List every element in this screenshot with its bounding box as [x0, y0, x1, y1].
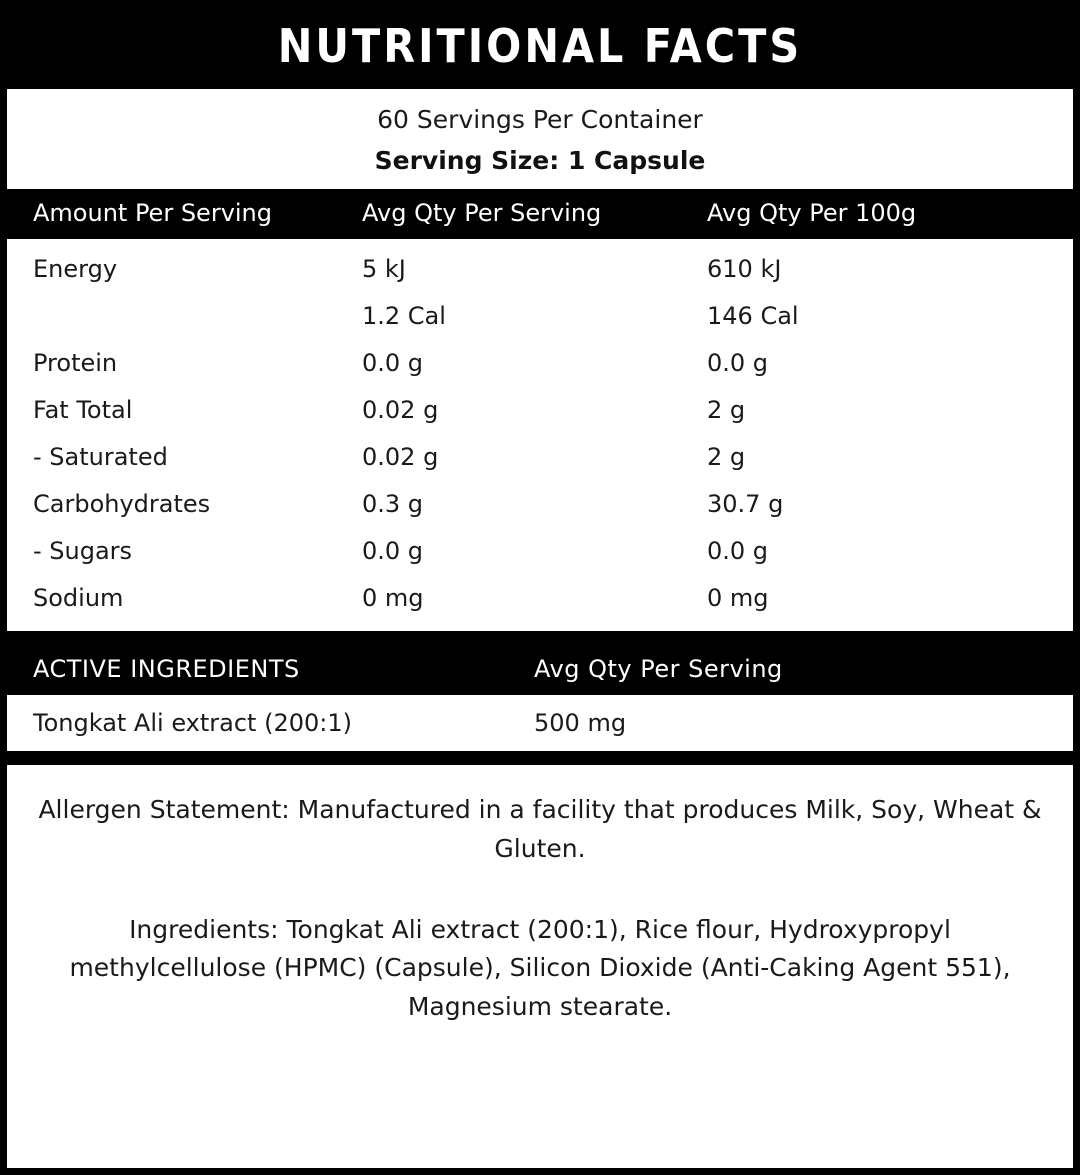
- nutrition-header-label: Amount Per Serving: [33, 199, 273, 227]
- nutrient-per-serving: 0.02 g: [362, 443, 439, 471]
- statement-spacer: [37, 869, 1043, 911]
- nutrient-name: Fat Total: [33, 396, 133, 424]
- nutrient-per-serving: 5 kJ: [362, 255, 406, 283]
- table-row: [7, 339, 1073, 386]
- nutrient-per-100g: 2 g: [707, 443, 746, 471]
- nutrient-per-serving: 1.2 Cal: [362, 302, 446, 330]
- nutrient-per-100g: 0.0 g: [707, 537, 769, 565]
- table-row: [7, 695, 1073, 751]
- nutrient-name: Protein: [33, 349, 118, 377]
- nutrient-per-100g: 610 kJ: [707, 255, 782, 283]
- active-header-label: Avg Qty Per Serving: [534, 655, 783, 683]
- nutrient-name: - Saturated: [33, 443, 168, 471]
- nutrient-per-serving: 0.3 g: [362, 490, 424, 518]
- section-divider: [7, 751, 1073, 765]
- statements-section: [7, 765, 1073, 1027]
- nutrient-name: - Sugars: [33, 537, 133, 565]
- active-ingredient-amount: 500 mg: [534, 709, 627, 737]
- table-row: [7, 433, 1073, 480]
- active-ingredient-name: Tongkat Ali extract (200:1): [33, 709, 352, 737]
- active-header-label: ACTIVE INGREDIENTS: [33, 655, 300, 683]
- nutrient-per-100g: 0 mg: [707, 584, 769, 612]
- nutrient-per-serving: 0.02 g: [362, 396, 439, 424]
- table-row: [7, 245, 1073, 292]
- nutrition-table-header: [7, 189, 1073, 239]
- allergen-statement: Allergen Statement: Manufactured in a facility that produces Milk, Soy, Wheat & Gluten.: [38, 795, 1042, 863]
- nutrition-header-cell: [707, 199, 1073, 227]
- table-row: [7, 480, 1073, 527]
- ingredients-statement: Ingredients: Tongkat Ali extract (200:1), Rice flour, Hydroxypropyl methylcellulose (HPMC) (Capsule), Silicon Dioxide (Anti-Caking Agent 551), Magnesium stearate.: [69, 914, 1011, 1021]
- nutrient-per-serving: 0.0 g: [362, 537, 424, 565]
- table-row: [7, 386, 1073, 433]
- nutrient-name: Energy: [33, 255, 118, 283]
- nutrient-per-100g: 146 Cal: [707, 302, 799, 330]
- nutrition-header-cell: [7, 199, 362, 227]
- active-ingredients-header: [7, 645, 1073, 695]
- nutrient-per-100g: 0.0 g: [707, 349, 769, 377]
- nutrient-per-100g: 30.7 g: [707, 490, 784, 518]
- section-divider: [7, 631, 1073, 645]
- serving-size: Serving Size: 1 Capsule: [374, 146, 706, 175]
- nutrition-header-label: Avg Qty Per Serving: [362, 199, 602, 227]
- page-title: NUTRITIONAL FACTS: [277, 19, 803, 73]
- table-row: [7, 292, 1073, 339]
- nutrient-name: Carbohydrates: [33, 490, 211, 518]
- nutrient-per-serving: 0 mg: [362, 584, 424, 612]
- panel-title-bar: [7, 7, 1073, 89]
- nutrition-header-label: Avg Qty Per 100g: [707, 199, 917, 227]
- nutrient-per-serving: 0.0 g: [362, 349, 424, 377]
- servings-per-container: 60 Servings Per Container: [377, 105, 703, 134]
- nutrition-header-cell: [362, 199, 707, 227]
- servings-section: [7, 89, 1073, 189]
- nutrient-name: Sodium: [33, 584, 124, 612]
- table-row: [7, 527, 1073, 574]
- nutrition-table-body: [7, 239, 1073, 631]
- table-row: [7, 574, 1073, 621]
- nutrient-per-100g: 2 g: [707, 396, 746, 424]
